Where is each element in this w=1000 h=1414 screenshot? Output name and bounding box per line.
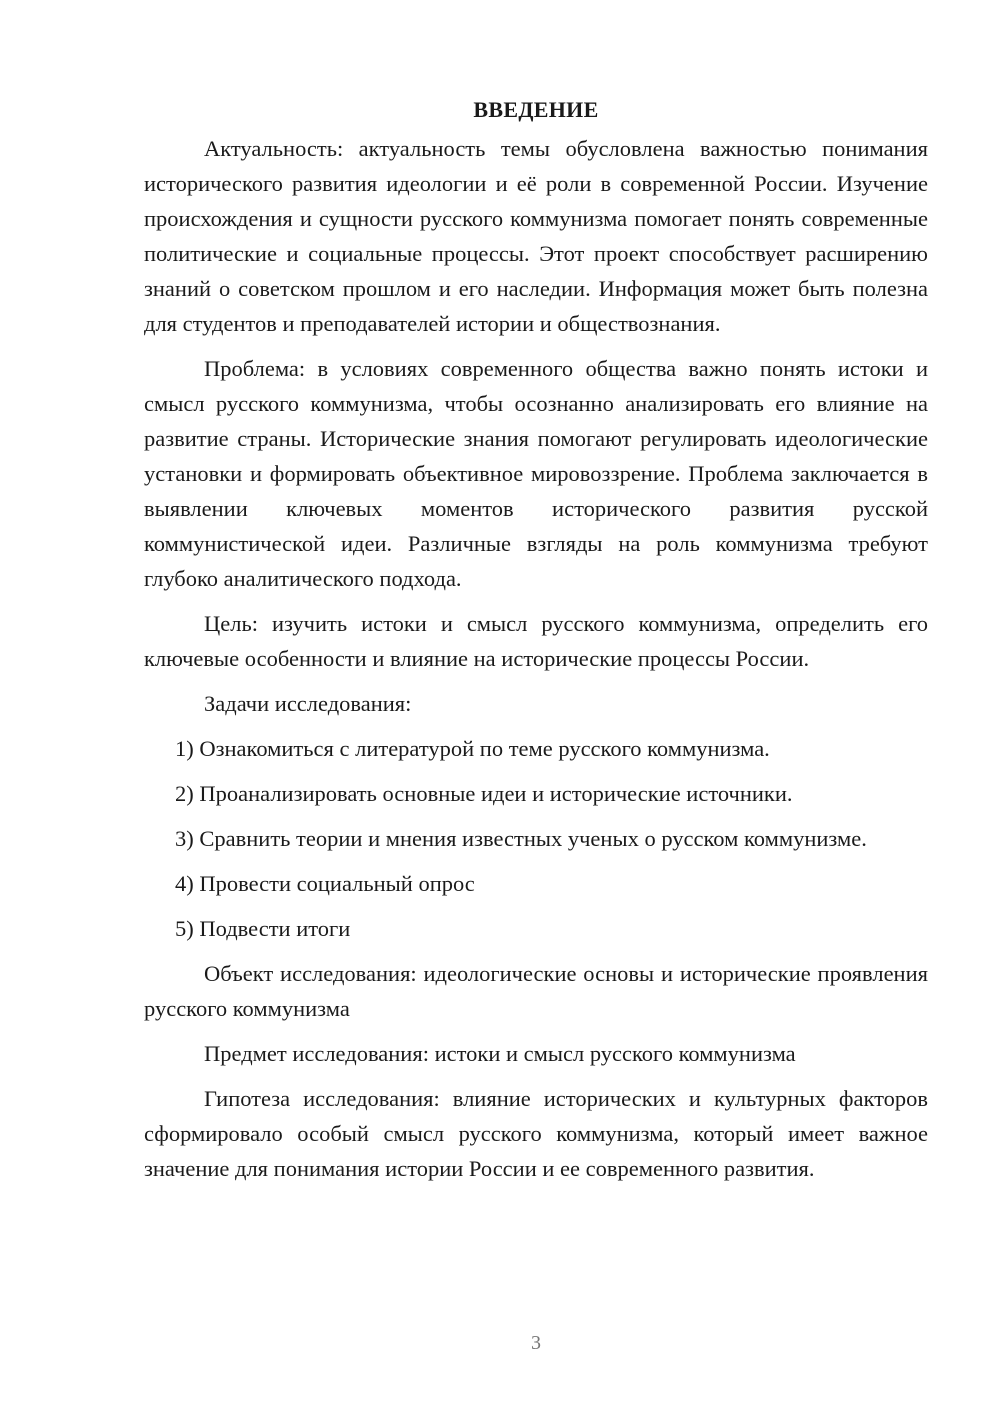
document-page xyxy=(144,92,928,1196)
goal-paragraph: Цель: изучить истоки и смысл русского коммунизма, определить его ключевые особенности и влияние на исторические процессы России. xyxy=(144,611,928,671)
tasks-heading: Задачи исследования: xyxy=(204,691,412,716)
problem-paragraph: Проблема: в условиях современного общества важно понять истоки и смысл русского коммунизма, чтобы осознанно анализировать его влияние на развитие страны. Исторические знания помогают регулировать идеологические установки и формировать объективное мировоззрение. Проблема заключается в выявлении ключевых моментов исторического развития русской коммунистической идеи. Различные взгляды на роль коммунизма требуют глубоко аналитического подхода. xyxy=(144,356,928,591)
task-item: 3) Сравнить теории и мнения известных ученых о русском коммунизме. xyxy=(175,826,867,851)
relevance-paragraph: Актуальность: актуальность темы обусловлена важностью понимания исторического развития идеологии и её роли в современной России. Изучение происхождения и сущности русского коммунизма помогает понять современные политические и социальные процессы. Этот проект способствует расширению знаний о советском прошлом и его наследии. Информация может быть полезна для студентов и преподавателей истории и обществознания. xyxy=(144,136,928,336)
page-number: 3 xyxy=(531,1332,541,1354)
task-item: 1) Ознакомиться с литературой по теме русского коммунизма. xyxy=(175,736,770,761)
section-title: ВВЕДЕНИЕ xyxy=(473,97,599,122)
hypothesis-paragraph: Гипотеза исследования: влияние исторических и культурных факторов сформировало особый смысл русского коммунизма, который имеет важное значение для понимания истории России и ее современного развития. xyxy=(144,1086,928,1181)
task-item: 4) Провести социальный опрос xyxy=(175,871,475,896)
subject-paragraph: Предмет исследования: истоки и смысл русского коммунизма xyxy=(204,1041,796,1066)
object-paragraph: Объект исследования: идеологические основы и исторические проявления русского коммунизма xyxy=(144,961,928,1021)
task-item: 5) Подвести итоги xyxy=(175,916,351,941)
task-item: 2) Проанализировать основные идеи и исторические источники. xyxy=(175,781,793,806)
